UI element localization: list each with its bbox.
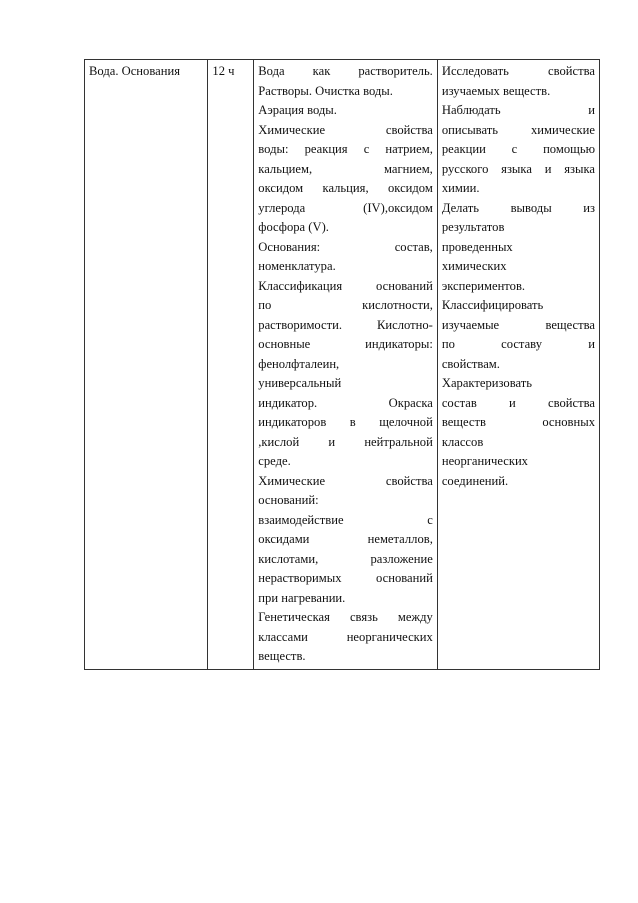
text-line: Генетическая связь между bbox=[258, 610, 433, 624]
text-line: по кислотности, bbox=[258, 298, 433, 312]
text-line: углерода (IV),оксидом bbox=[258, 200, 433, 215]
text-line: нерастворимых оснований bbox=[258, 571, 433, 585]
text-line: универсальный bbox=[258, 376, 342, 390]
topic-cell bbox=[85, 60, 208, 670]
text-line: фенолфталеин, bbox=[258, 356, 340, 371]
text-line: взаимодействие с bbox=[258, 512, 433, 527]
text-line: кислотами, разложение bbox=[258, 551, 433, 566]
text-line: фосфора (V). bbox=[258, 220, 329, 234]
text-line: растворимости. Кислотно- bbox=[258, 317, 433, 332]
text-line: индикатор. Окраска bbox=[258, 395, 433, 410]
table-row bbox=[85, 60, 600, 670]
text-line: Делать выводы из bbox=[441, 200, 595, 215]
text-line: химии. bbox=[441, 181, 480, 195]
hours-cell bbox=[208, 60, 254, 670]
text-line: химических bbox=[441, 259, 507, 273]
text-line: среде. bbox=[258, 454, 291, 468]
text-line: неорганических bbox=[441, 454, 528, 468]
text-line: ,кислой и нейтральной bbox=[258, 434, 433, 449]
text-line: оксидом кальция, оксидом bbox=[258, 181, 433, 195]
text-line: Исследовать свойства bbox=[441, 64, 595, 78]
text-line: соединений. bbox=[441, 473, 509, 488]
text-line: основные индикаторы: bbox=[258, 337, 433, 351]
text-line: Наблюдать и bbox=[441, 103, 595, 117]
text-line: номенклатура. bbox=[258, 259, 336, 273]
text-line: оснований: bbox=[258, 493, 319, 507]
topic-text: Вода. Основания bbox=[89, 64, 180, 78]
text-line: Химические свойства bbox=[258, 122, 433, 137]
text-line: проведенных bbox=[441, 239, 513, 254]
text-line: оксидами неметаллов, bbox=[258, 532, 433, 546]
text-line: изучаемые вещества bbox=[441, 317, 595, 332]
text-line: Классифицировать bbox=[441, 298, 544, 312]
text-line: классами неорганических bbox=[258, 629, 433, 644]
text-line: русского языка и языка bbox=[441, 161, 595, 176]
text-line: экспериментов. bbox=[441, 278, 526, 293]
activity-cell bbox=[437, 60, 599, 670]
text-line: Вода как растворитель. bbox=[258, 64, 433, 78]
text-line: свойствам. bbox=[441, 356, 500, 371]
text-line: изучаемых веществ. bbox=[441, 83, 551, 98]
text-line: Растворы. Очистка воды. bbox=[258, 83, 393, 98]
text-line: результатов bbox=[441, 220, 505, 234]
hours-text: 12 ч bbox=[212, 64, 235, 78]
text-line: по составу и bbox=[441, 337, 595, 351]
text-line: Аэрация воды. bbox=[258, 103, 337, 117]
text-line: воды: реакция с натрием, bbox=[258, 142, 433, 156]
text-line: Химические свойства bbox=[258, 473, 433, 488]
text-line: веществ. bbox=[258, 649, 306, 663]
content-cell bbox=[254, 60, 438, 670]
text-line: Характеризовать bbox=[441, 376, 532, 390]
text-line: состав и свойства bbox=[441, 395, 595, 410]
text-line: классов bbox=[441, 434, 484, 449]
text-line: при нагревании. bbox=[258, 590, 346, 605]
text-line: описывать химические bbox=[441, 122, 595, 137]
text-line: индикаторов в щелочной bbox=[258, 415, 433, 429]
text-line: Классификация оснований bbox=[258, 278, 433, 293]
text-line: веществ основных bbox=[441, 415, 595, 429]
text-line: Основания: состав, bbox=[258, 239, 433, 254]
curriculum-table bbox=[84, 59, 600, 670]
text-line: реакции с помощью bbox=[441, 142, 595, 156]
text-line: кальцием, магнием, bbox=[258, 161, 433, 176]
